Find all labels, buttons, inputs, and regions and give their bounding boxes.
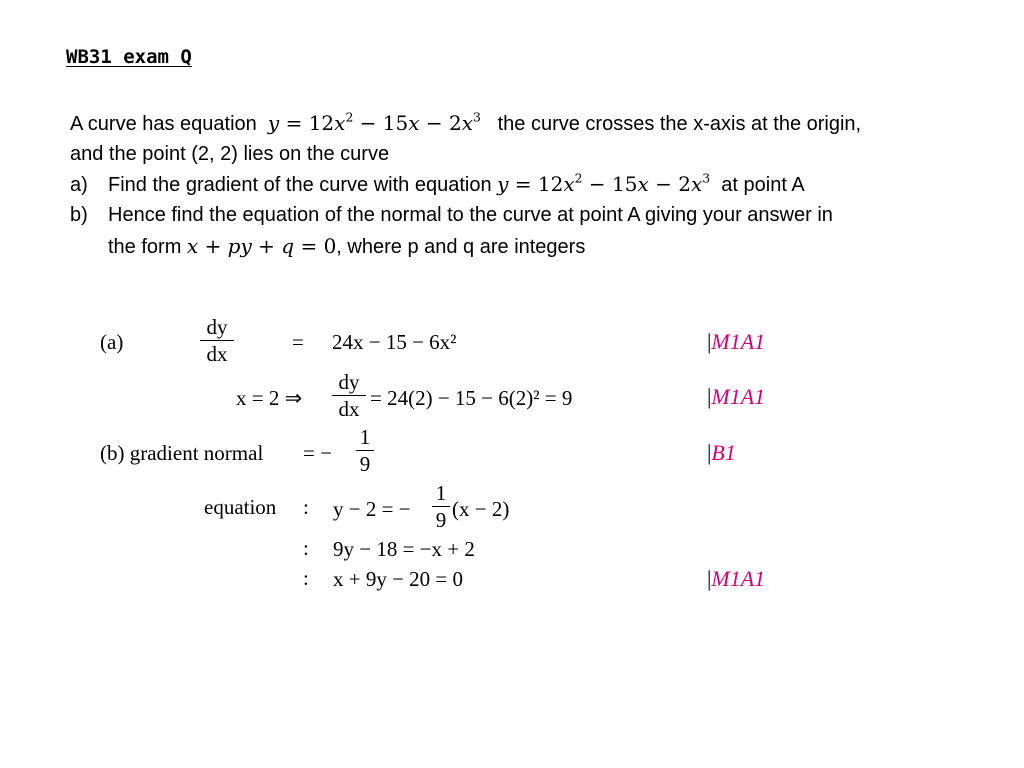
normal-line-rhs: (x − 2) [452,497,510,521]
dydx-fraction [200,316,234,365]
colon-3: : [303,566,309,590]
dydx-denominator: dx [206,342,228,366]
part-b-tail: , where p and q are integers [336,236,586,258]
gradient-denominator: 9 [359,452,371,476]
normal-fraction-denominator: 9 [435,508,447,532]
question-intro: A curve has equation [70,113,257,135]
colon-2: : [303,536,309,560]
part-a-label: a) [70,174,88,196]
gradient-normal-equals: = − [303,441,332,465]
normal-line-lhs: y − 2 = − [333,497,411,521]
solution-part-a-label: (a) [100,330,124,354]
dydx-denominator-2: dx [338,397,360,421]
x-substitution: x = 2 ⇒ [236,386,303,410]
mark-a-1: |M1A1 [707,329,766,354]
mark-b-1: |B1 [707,440,736,465]
part-a-text: Find the gradient of the curve with equation [108,174,492,196]
part-b-form-label: the form [108,236,182,258]
part-b-label: b) [70,204,88,226]
curve-equation: $y = 12x^2 - 15x - 2x^3$ [267,109,481,135]
derivative-expression: 24x − 15 − 6x² [332,330,457,354]
dydx-numerator-2: dy [338,370,360,394]
normal-line-final: x + 9y − 20 = 0 [333,567,464,591]
normal-fraction [432,482,450,531]
gradient-evaluation: = 24(2) − 15 − 6(2)² = 9 [370,386,573,410]
gradient-fraction [356,426,374,475]
part-a-tail: at point A [721,174,805,196]
question-part-a [70,172,805,197]
page-title: WB31 exam Q [66,46,192,68]
mark-a-2: |M1A1 [707,384,766,409]
mark-b-2: |M1A1 [707,566,766,591]
part-b-text: Hence find the equation of the normal to the curve at point A giving your answer in [108,204,833,226]
equation-label: equation [204,495,277,519]
question-part-b [70,203,833,227]
normal-form: x + py + q = 0 [186,234,337,258]
dydx-numerator: dy [206,315,228,339]
normal-line-step-2: 9y − 18 = −x + 2 [333,537,475,561]
question-line-1 [70,111,861,136]
dydx-fraction-2 [332,371,366,420]
normal-fraction-numerator: 1 [435,481,447,505]
question-line-2: and the point (2, 2) lies on the curve [70,143,390,165]
question-part-b-line-2 [108,234,585,259]
solution-part-b-label: (b) gradient normal [100,441,264,465]
curve-equation-a: $y = 12x^2 - 15x - 2x^3$ [497,170,711,196]
question-intro-tail: the curve crosses the x-axis at the origin, [497,113,862,135]
equals-sign: = [292,330,304,354]
colon-1: : [303,495,309,519]
gradient-numerator: 1 [359,425,371,449]
